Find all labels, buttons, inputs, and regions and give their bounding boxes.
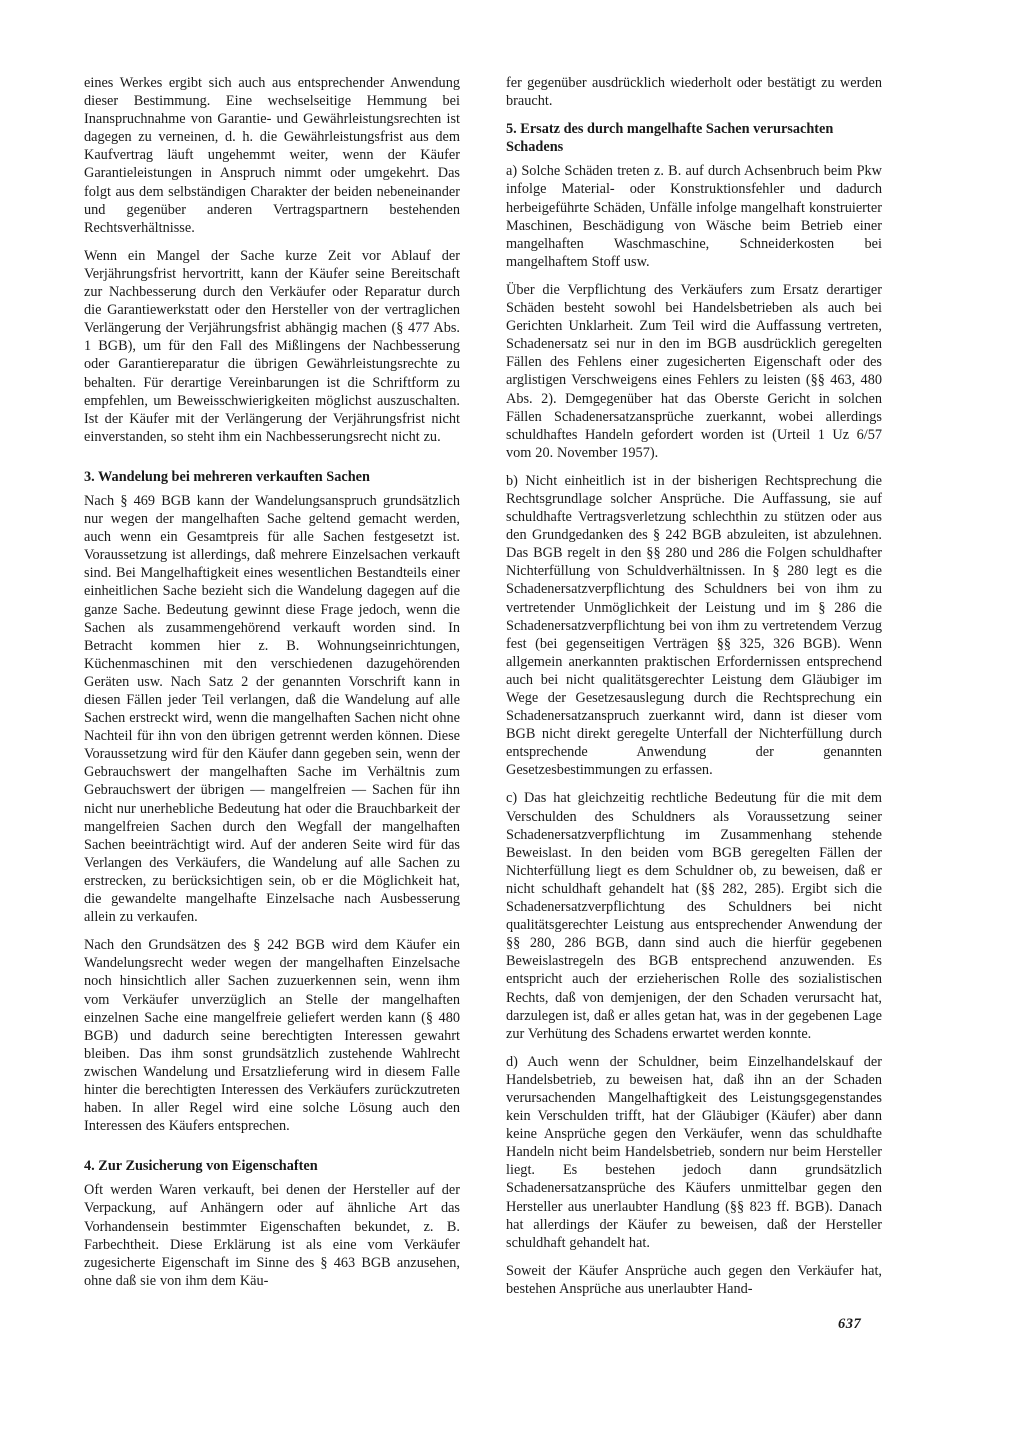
- paragraph: a) Solche Schäden treten z. B. auf durch Achsenbruch beim Pkw infolge Material- oder Konstruktionsfehler und dadurch herbeigeführte Schäden, Unfälle infolge mangelhaft konstruierter Maschinen, Beschädigung von Wäsche beim Betrieb einer mangelhaften Waschmaschine, Schneiderkosten bei mangelhaftem Stoff usw.: [506, 163, 882, 270]
- paragraph: b) Nicht einheitlich ist in der bisherigen Rechtsprechung die Rechtsgrundlage solcher Ansprüche. Die Auffassung, sie auf schuldhafte Vertragsverletzung schlechthin zu stützen oder aus den Grundgedanken des § 242 BGB abzuleiten, ist abzulehnen. Das BGB regelt in den §§ 280 und 286 die Folgen schuldhafter Nichterfüllung von Schuldverhältnissen. In § 280 legt es die Schadenersatzverpflichtung des Schuldners bei von ihm zu vertretender Unmöglichkeit der Leistung und im § 286 die Schadenersatzverpflichtung bei von ihm zu vertretendem Verzug fest (bei gegenseitigen Verträgen §§ 325, 326 BGB). Wenn allgemein anerkannten praktischen Erfordernissen entsprechend auch bei nicht qualitätsgerechter Leistung dem Gläubiger im Wege der Gesetzesauslegung durch die Rechtsprechung ein Schadenersatzanspruch zuerkannt wird, dann ist dieser vom BGB nicht direkt geregelte Unterfall der Nichterfüllung durch entsprechende Anwendung der genannten Gesetzesbestimmungen zu erfassen.: [506, 472, 882, 779]
- paragraph: Wenn ein Mangel der Sache kurze Zeit vor Ablauf der Verjährungsfrist hervortritt, kann der Käufer seine Bereitschaft zur Nachbesserung durch den Verkäufer oder Reparatur durch die Garantiewerkstatt oder den Hersteller von der vertraglichen Verlängerung der Verjährungsfrist abhängig machen (§ 477 Abs. 1 BGB), um für den Fall des Mißlingens der Nachbesserung oder Garantiereparatur die übrigen Gewährleistungsrechte zu behalten. Für derartige Vereinbarungen ist die Schriftform zu empfehlen, um Beweisschwierigkeiten möglichst auszuschalten. Ist der Käufer mit der Verlängerung der Verjährungsfrist nicht einverstanden, so steht ihm ein Nachbesserungsrecht nicht zu.: [84, 247, 460, 445]
- paragraph: d) Auch wenn der Schuldner, beim Einzelhandelskauf der Handelsbetrieb, zu beweisen hat, daß ihn an der Schaden verursachenden Mangelhaftigkeit des Leistungsgegenstandes kein Verschulden trifft, hat der Gläubiger (Käufer) aber dann keine Ansprüche gegen den Verkäufer, wenn das schuldhafte Handeln nicht beim Handelsbetrieb, sondern nur beim Hersteller liegt. Es bestehen jedoch dann grundsätzlich Schadenersatzansprüche des Käufers unmittelbar gegen den Hersteller aus unerlaubter Handlung (§§ 823 ff. BGB). Danach hat allerdings der Käufer zu beweisen, daß der Hersteller schuldhaft gehandelt hat.: [506, 1053, 882, 1251]
- page-number: 637: [838, 1316, 862, 1332]
- paragraph: Über die Verpflichtung des Verkäufers zum Ersatz derartiger Schäden besteht sowohl bei Handelsbetrieben als auch bei Gerichten Unklarheit. Zum Teil wird die Auffassung vertreten, Schadenersatz sei nur in den im BGB ausdrücklich geregelten Fällen des Fehlens einer zugesicherten Eigenschaft oder des arglistigen Verschweigens eines Fehlers zu leisten (§§ 463, 480 Abs. 2). Demgegenüber hat das Oberste Gericht in solchen Fällen Schadenersatzansprüche zuerkannt, wobei allerdings schuldhaftes Handeln gefordert worden ist (Urteil 1 Uz 6/57 vom 20. November 1957).: [506, 281, 882, 461]
- paragraph: fer gegenüber ausdrücklich wiederholt oder bestätigt zu werden braucht.: [506, 75, 882, 110]
- paragraph: Nach § 469 BGB kann der Wandelungsanspruch grundsätzlich nur wegen der mangelhaften Sache geltend gemacht werden, auch wenn ein Gesamtpreis für alle Sachen festgesetzt ist. Voraussetzung ist allerdings, daß mehrere Einzelsachen verkauft sind. Bei Mangelhaftigkeit eines wesentlichen Bestandteils einer einheitlichen Sache bezieht sich die Wandelung dagegen auf die ganze Sache. Bedeutung gewinnt diese Frage jedoch, wenn die Sachen als zusammengehörend verkauft worden sind. In Betracht kommen hier z. B. Wohnungseinrichtungen, Küchenmaschinen mit den verschiedenen dazugehörenden Geräten usw. Nach Satz 2 der genannten Vorschrift kann in diesen Fällen jeder Teil verlangen, daß die Wandelung auf alle Sachen erstreckt wird, wenn die mangelhaften Sachen nicht ohne Nachteil für ihn von den übrigen getrennt werden können. Diese Voraussetzung wird für den Käufer dann gegeben sein, wenn der Gebrauchswert der mangelhaften Sache im Verhältnis zum Gebrauchswert der übrigen — mangelfreien — Sachen für ihn nicht nur unerhebliche Bedeutung hat oder die Brauchbarkeit der mangelfreien Sachen durch den Wegfall der mangelhaften Sachen beeinträchtigt wird. Auf der anderen Seite wird für das Verlangen des Verkäufers, die Wandelung auf alle Sachen zu erstrecken, zu berücksichtigen sein, ob er die Möglichkeit hat, die gewandelte mangelhafte Einzelsache nach Ausbesserung allein zu verkaufen.: [84, 492, 460, 926]
- section-heading-5: 5. Ersatz des durch mangelhafte Sachen verursachten Schadens: [506, 121, 834, 156]
- paragraph: Oft werden Waren verkauft, bei denen der Hersteller auf der Verpackung, auf Anhängern oder auf ähnliche Art das Vorhandensein bestimmter Eigenschaften bekundet, z. B. Farbechtheit. Diese Erklärung ist als eine vom Verkäufer zugesicherte Eigenschaft im Sinne des § 463 BGB anzusehen, ohne daß sie von ihm dem Käu-: [84, 1182, 460, 1289]
- section-heading-3: 3. Wandelung bei mehreren verkauften Sachen: [84, 468, 370, 485]
- paragraph: c) Das hat gleichzeitig rechtliche Bedeutung für die mit dem Verschulden des Schuldners als Voraussetzung seiner Schadenersatzverpflichtung im Zusammenhang stehende Beweislast. In den beiden vom BGB geregelten Fällen der Nichterfüllung liegt es dem Schuldner ob, zu beweisen, daß er nicht schuldhaft gehandelt hat (§§ 282, 285). Ergibt sich die Schadenersatzverpflichtung des Schuldners bei nicht qualitätsgerechter Leistung aus entsprechender Anwendung der §§ 280, 286 BGB, dann sind auch die hierfür gegebenen Beweislastregeln des BGB entsprechend anzuwenden. Es entspricht auch der erzieherischen Rolle des sozialistischen Rechts, daß von demjenigen, der den Schaden verursacht hat, darzulegen ist, daß er alles getan hat, was in der gegebenen Lage zur Verhütung des Schadens erwartet werden konnte.: [506, 790, 882, 1042]
- right-column: [506, 74, 882, 1308]
- paragraph: eines Werkes ergibt sich auch aus entsprechender Anwendung dieser Bestimmung. Eine wechselseitige Hemmung bei Inanspruchnahme von Garantie- und Gewährleistungsrechten ist dagegen zu verneinen, d. h. die Gewährleistungsfrist aus dem Kaufvertrag läuft ungehemmt weiter, wenn der Käufer Garantieleistungen in Anspruch nimmt oder umgekehrt. Das folgt aus dem selbständigen Charakter der beiden nebeneinander und gegenüber anderen Vertragspartnern bestehenden Rechtsverhältnisse.: [84, 75, 460, 236]
- section-heading-4: 4. Zur Zusicherung von Eigenschaften: [84, 1158, 318, 1175]
- paragraph: Nach den Grundsätzen des § 242 BGB wird dem Käufer ein Wandelungsrecht weder wegen der mangelhaften Einzelsache noch hinsichtlich aller Sachen zuzuerkennen sein, wenn ihm vom Verkäufer unverzüglich an Stelle der mangelhaften einzelnen Sache eine mangelfreie geliefert werden kann (§ 480 BGB) und dadurch seine berechtigten Interessen gewahrt bleiben. Das ihm sonst grundsätzlich zustehende Wahlrecht zwischen Wandelung und Ersatzlieferung wird in diesem Falle hinter die berechtigten Interessen des Verkäufers zurückzutreten haben. In aller Regel wird eine solche Lösung auch den Interessen des Käufers entsprechen.: [84, 937, 460, 1135]
- paragraph: Soweit der Käufer Ansprüche auch gegen den Verkäufer hat, bestehen Ansprüche aus unerlaubter Hand-: [506, 1262, 882, 1297]
- left-column: [84, 74, 460, 1300]
